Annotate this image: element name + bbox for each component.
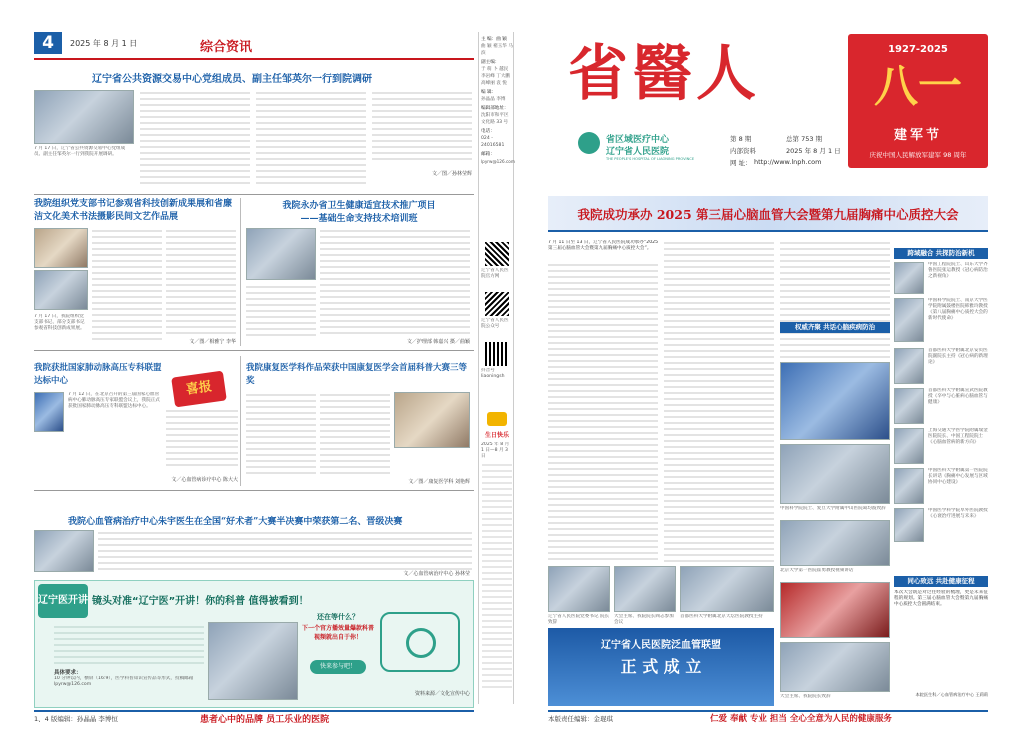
birthday-dates: 2025 年 8 月 1 日—8 月 3 日 (481, 442, 510, 459)
hospital-emblem-icon (578, 132, 600, 154)
article-5-body-2 (320, 392, 390, 476)
newspaper-logo: 省醫人 (568, 39, 760, 109)
page-number: 4 (34, 32, 62, 54)
main-lead: 7 月 11 日至 13 日，辽宁省人民医院成功承办“2025 第三届心脑血管大会暨第九届胸痛中心质控大会”。 (548, 240, 658, 251)
side-photo (894, 468, 924, 504)
masthead-labels (481, 36, 513, 165)
masthead-label: 编辑部地址： (481, 106, 509, 111)
qr-label-3: 抖音号 liaoningsh (481, 368, 505, 379)
total-issue: 总第 753 期 (786, 135, 823, 143)
masthead-name: 于 萌 卜 越民 李岩峰 丁大鹏 高峰丽 袁 悦 (481, 67, 511, 86)
side-list-1 (894, 262, 988, 342)
side-list-2 (894, 348, 988, 542)
main-body-1 (548, 262, 658, 562)
main-photo-1 (548, 566, 610, 612)
article-4-badge: 喜报 (171, 371, 227, 408)
side-photo (894, 508, 924, 542)
article-3-subtitle: ——基础生命支持技术培训班 (300, 214, 418, 224)
masthead-label: 电话： (481, 129, 495, 134)
article-5-author: 文／图／康复医学科 刘艳辉 (408, 479, 470, 485)
article-4-title: 我院获批国家肺动脉高压专科联盟达标中心 (34, 363, 162, 386)
website-link[interactable]: http://www.lnph.com (754, 158, 822, 166)
article-6-body (98, 530, 472, 572)
masthead-name: lpyrw@126.com (481, 159, 515, 164)
side-caption: 中国医学科学院阜外医院教授《心衰治疗进展与未来》 (928, 508, 988, 519)
side-item (894, 262, 988, 294)
article-1-body (140, 90, 250, 188)
header-rule (34, 58, 474, 60)
issue-date: 2025 年 8 月 1 日 (786, 147, 841, 155)
camera-icon (380, 612, 460, 672)
main-caption-5: 北京大学第一医院霍勇教授视频讲话 (780, 568, 854, 573)
side-item (894, 508, 988, 542)
article-5-body (246, 392, 316, 476)
article-6-author: 文／心血管病治疗中心 孙林莹 (403, 571, 470, 577)
masthead-column (478, 32, 514, 704)
alliance-banner-sub: 正 式 成 立 (620, 657, 702, 676)
main-photo-4 (780, 582, 890, 638)
side-tag-1: 跨域融合 共探防治新机 (894, 248, 988, 259)
article-6-photo (34, 530, 94, 572)
divider-3 (34, 490, 474, 491)
masthead-label: 主 编：曲 颖 (481, 37, 507, 42)
side-photo (894, 298, 924, 342)
promo-title: 镜头对准“辽宁医”开讲！你的科普 值得被看到！ (92, 596, 309, 607)
article-6-title: 我院心血管病治疗中心朱宇医生在全国“好术者”大赛半决赛中荣获第二名、晋级决赛 (68, 517, 403, 527)
main-photo-speaker-2 (780, 520, 890, 566)
side-author: 本院医生科／心血管病治疗中心 王莉莉 (915, 692, 988, 697)
main-body-3 (780, 240, 890, 360)
center-name-en: THE PEOPLE'S HOSPITAL OF LIAONING PROVINCE (606, 157, 695, 161)
right-page (514, 0, 1024, 754)
side-text: 本次大会既是对过往经验的梳理，更是未来征程的规划。第三届心脑血管大会暨第九届胸痛中心质控大会圆满结束。 (894, 590, 988, 607)
article-3-body-2 (246, 284, 316, 340)
side-photo (894, 262, 924, 294)
anniversary-caption: 庆祝中国人民解放军建军 98 周年 (869, 151, 967, 159)
divider-v1 (240, 198, 241, 346)
main-caption-2: 大会主席、我院院长阎志参加会议 (614, 614, 674, 625)
birthday-cake-icon (487, 412, 507, 426)
article-1-author: 文／图／孙林莹辉 (431, 171, 472, 177)
side-item (894, 468, 988, 504)
masthead-label: 编 辑： (481, 90, 497, 95)
right-footer-slogan: 仁爱 奉献 专业 担当 全心全意为人民的健康服务 (710, 714, 892, 724)
main-photo-5 (780, 642, 890, 692)
masthead-name: 沈阳市和平区文化路 33 号 (481, 113, 509, 125)
center-name-1: 省区域医疗中心 (606, 135, 670, 145)
promo-bubble-2: 下一个官方播效量爆款科普视频就出自于你！ (301, 625, 374, 641)
masthead-label: 副主编： (481, 60, 500, 65)
qr-code-3[interactable] (485, 342, 509, 366)
main-stage-photo (780, 362, 890, 440)
masthead-name: 曲 颖 褚玉华 马 滨 (481, 44, 513, 56)
header-date: 2025 年 8 月 1 日 (70, 39, 138, 48)
side-caption: 上海交通大学医学院附属瑞金医院院长、中国工程院院士《心脑血管病的新方向》 (928, 428, 988, 445)
article-2-caption: 7 月 17 日，我院组织党支部书记、部分支部书记参观省科技创新成果展。 (34, 314, 85, 331)
article-1-photo (34, 90, 134, 144)
left-footer-editor: 1、4 版编辑：孙晶晶 李博恒 (34, 715, 118, 723)
article-4-caption: 7 月 12 日，在北京召开的第三届国家心血管病中心肺动脉高压专家联盟会议上，我院正式获批国家肺动脉高压专科联盟达标中心。 (68, 392, 160, 409)
website-label: 网 址： (730, 159, 752, 167)
side-caption: 中国医科大学附属第一医院院长讲话《胸痛中心发展与区域协同中心建设》 (928, 468, 988, 485)
side-item (894, 298, 988, 342)
center-name-2: 辽宁省人民医院 (606, 147, 670, 157)
left-footer-slogan: 患者心中的品牌 员工乐业的医院 (200, 715, 330, 725)
side-item (894, 428, 988, 464)
article-5-photo (394, 392, 470, 448)
article-2-title: 我院组织党支部书记参观省科技创新成果展和省廉洁文化美术书法摄影民间文艺作品展 (34, 199, 233, 222)
anniversary-years: 1927-2025 (888, 44, 948, 55)
main-headline: 我院成功承办 2025 第三届心脑血管大会暨第九届胸痛中心质控大会 (577, 207, 959, 222)
side-tag-3: 同心致远 共赴健康征程 (894, 576, 988, 587)
side-item (894, 348, 988, 384)
side-photo (894, 428, 924, 464)
qr-label-1: 辽宁省人民医院官方网 (481, 268, 509, 279)
article-2-body (92, 228, 162, 344)
article-3-author: 文／护理部 韩嘉兴 摄／曲颖 (406, 339, 470, 345)
promo-bubble-1: 还在等什么？ (317, 613, 359, 621)
promo-button[interactable]: 快来参与吧！ (310, 660, 366, 674)
article-2-photo-1 (34, 228, 88, 268)
article-4-photo (34, 392, 64, 432)
qr-code-1[interactable] (485, 242, 509, 266)
divider-v2 (240, 356, 241, 486)
main-caption-6: 大会主席、我院院长致辞 (780, 694, 831, 699)
anniversary-sub: 建军节 (893, 128, 942, 143)
promo-body (54, 624, 204, 664)
alliance-banner-title: 辽宁省人民医院泛血管联盟 (601, 640, 721, 651)
promo-photo (208, 622, 298, 700)
side-photo (894, 388, 924, 424)
main-caption-1: 辽宁省人民医院党委书记 院长致辞 (548, 614, 610, 625)
article-2-photo-2 (34, 270, 88, 310)
main-caption-3: 首都医科大学附属北京天坛医院教授主持 (680, 614, 763, 619)
masthead-label: 邮箱： (481, 152, 495, 157)
divider-1 (34, 194, 474, 195)
article-2-body-2 (166, 228, 236, 336)
article-2-author: 文／图／相雅宁 李华 (189, 339, 236, 345)
side-caption: 首都医科大学附属北京安贞医院副院长主持《冠心病的新理论》 (928, 348, 988, 365)
article-5-title: 我院康复医学科作品荣获中国康复医学会首届科普大赛三等奖 (246, 363, 468, 386)
article-1-body-3 (372, 90, 472, 162)
main-photo-2 (614, 566, 676, 612)
promo-contact: 10 分钟以内，横屏（16:9），医学科普知识宣传品等形式，投稿邮箱 lpyrw@126.com (54, 676, 194, 687)
side-item (894, 388, 988, 424)
main-body-2 (664, 240, 774, 562)
qr-label-2: 辽宁省人民医院公众号 (481, 318, 509, 329)
main-photo-3 (680, 566, 774, 612)
birthday-list (482, 462, 512, 692)
masthead-name: 孙晶晶 李博 (481, 97, 506, 102)
main-photo-speaker-1 (780, 444, 890, 504)
divider-2 (34, 350, 474, 351)
right-footer-editor: 本版责任编辑：金琨琪 (548, 715, 613, 723)
anniversary-title: 八一 (874, 61, 962, 112)
issue-type: 内部资料 (730, 147, 756, 155)
side-tag-2-visible: 权威齐聚 共话心脑疾病防治 (780, 322, 890, 333)
side-caption: 中国科学院院士、南京大学医学院附属鼓楼医院韩雅玲教授《第八届胸痛中心质控大会的新时代使命》 (928, 298, 988, 321)
article-4-body (166, 408, 238, 470)
promo-tag: 辽宁医开讲 (38, 584, 88, 618)
issue-number: 第 8 期 (730, 135, 752, 143)
main-caption-4: 中国科学院院士、复旦大学附属中山医院葛均波致辞 (780, 506, 886, 511)
side-caption: 中国工程院院士、山东大学齐鲁医院张运教授《冠心病防治之新视角》 (928, 262, 988, 279)
promo-author: 资料来源／文化宣传中心 (414, 691, 470, 697)
article-1-body-2 (256, 90, 366, 188)
birthday-label: 生日快乐 (484, 432, 509, 439)
article-1-caption: 7 月 17 日，辽宁省公共资源交易中心党组成员、副主任邹英尔一行到我院开展调研。 (34, 146, 126, 157)
promo-contact-label: 具体要求： (54, 670, 82, 676)
article-3-body (320, 228, 470, 334)
article-3-photo (246, 228, 316, 280)
side-caption: 首都医科大学附属宣武医院教授《卒中与心脏病心脑血管与健康》 (928, 388, 988, 405)
article-1-title: 辽宁省公共资源交易中心党组成员、副主任邹英尔一行到院调研 (92, 74, 372, 85)
side-photo (894, 348, 924, 384)
masthead-name: 024 - 24016581 (481, 136, 505, 148)
qr-code-2[interactable] (485, 292, 509, 316)
article-3-title: 我院永办省卫生健康适宜技术推广项目 (282, 201, 436, 211)
article-4-author: 文／心血管病诊疗中心 陈大大 (171, 477, 238, 483)
section-title: 综合资讯 (200, 40, 253, 55)
